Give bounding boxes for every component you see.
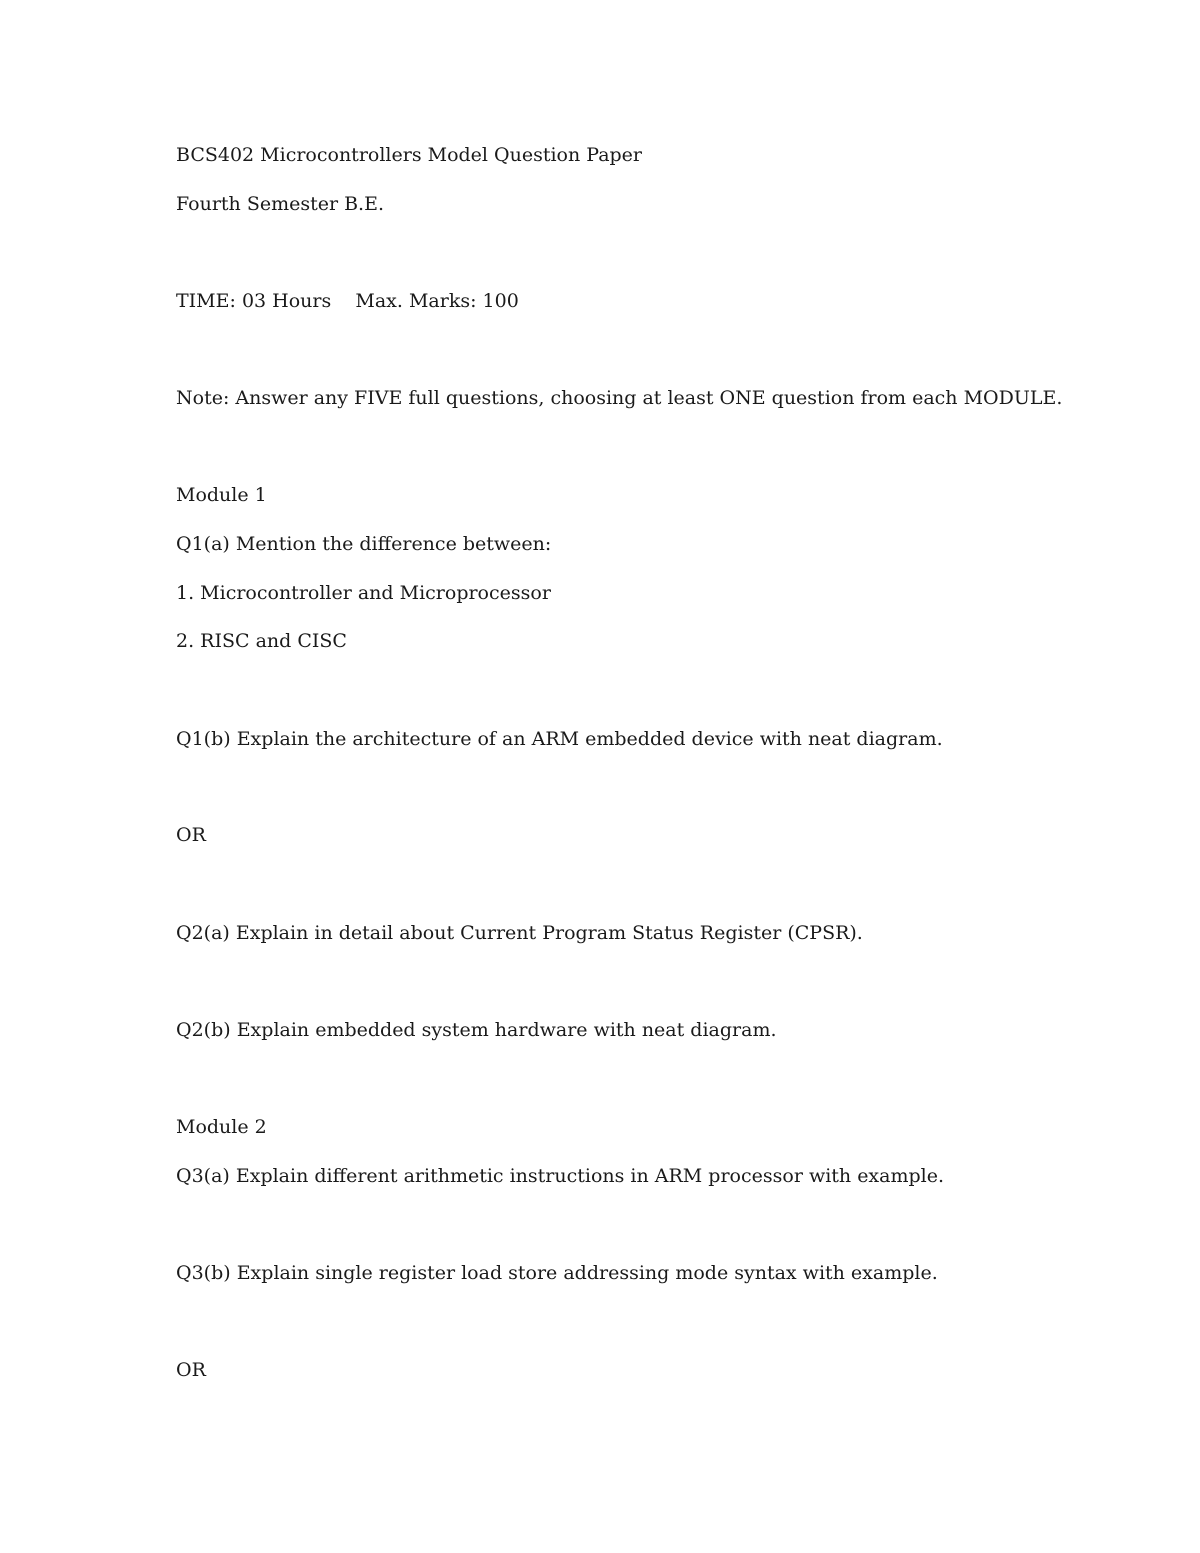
instructions-note: Note: Answer any FIVE full questions, choosing at least ONE question from each MODULE. bbox=[176, 387, 1063, 409]
time-marks-line: TIME: 03 Hours Max. Marks: 100 bbox=[176, 290, 519, 312]
question-2a: Q2(a) Explain in detail about Current Program Status Register (CPSR). bbox=[176, 922, 863, 944]
paper-title: BCS402 Microcontrollers Model Question Paper bbox=[176, 144, 643, 166]
question-1a-item-2: 2. RISC and CISC bbox=[176, 630, 347, 652]
module-1-heading: Module 1 bbox=[176, 484, 267, 506]
question-3b: Q3(b) Explain single register load store addressing mode syntax with example. bbox=[176, 1262, 938, 1284]
question-1a-item-1: 1. Microcontroller and Microprocessor bbox=[176, 582, 551, 604]
or-separator-module-2: OR bbox=[176, 1359, 206, 1381]
module-2-heading: Module 2 bbox=[176, 1116, 267, 1138]
question-1a: Q1(a) Mention the difference between: bbox=[176, 533, 552, 555]
question-3a: Q3(a) Explain different arithmetic instructions in ARM processor with example. bbox=[176, 1165, 945, 1187]
or-separator-module-1: OR bbox=[176, 824, 206, 846]
semester-line: Fourth Semester B.E. bbox=[176, 193, 384, 215]
question-1b: Q1(b) Explain the architecture of an ARM embedded device with neat diagram. bbox=[176, 728, 943, 750]
question-2b: Q2(b) Explain embedded system hardware with neat diagram. bbox=[176, 1019, 777, 1041]
